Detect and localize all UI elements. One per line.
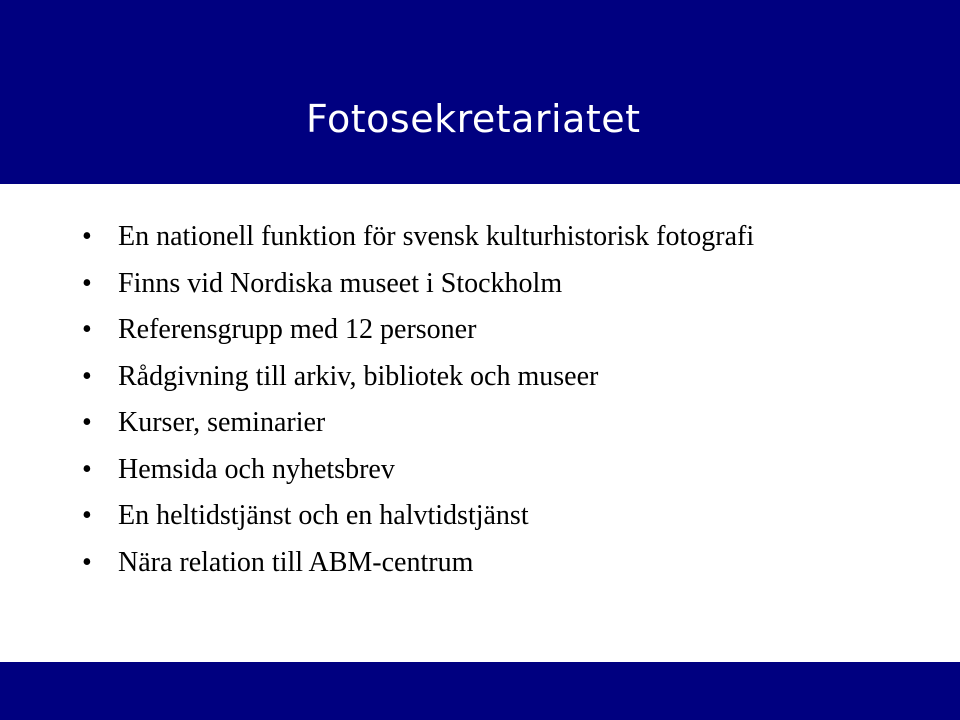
list-item (82, 261, 754, 308)
list-item (82, 400, 754, 447)
bullet-text: En nationell funktion för svensk kulturhistorisk fotografi (118, 221, 755, 252)
title-band (0, 0, 960, 184)
bullet-text: Finns vid Nordiska museet i Stockholm (118, 267, 563, 299)
list-item (82, 540, 754, 587)
bullet-icon: • (82, 407, 92, 438)
list-item (82, 447, 754, 494)
footer-band (0, 662, 960, 720)
bullet-text: Hemsida och nyhetsbrev (118, 453, 395, 485)
bullet-text: Nära relation till ABM-centrum (118, 546, 474, 578)
bullet-icon: • (82, 267, 92, 299)
bullet-icon: • (82, 360, 92, 392)
list-item (82, 354, 754, 401)
bullet-icon: • (82, 500, 92, 531)
bullet-text: Kurser, seminarier (118, 407, 326, 438)
bullet-icon: • (82, 314, 92, 345)
bullet-text: En heltidstjänst och en halvtidstjänst (118, 500, 529, 531)
list-item (82, 493, 754, 540)
bullet-icon: • (82, 453, 92, 485)
bullet-list (82, 214, 754, 586)
list-item (82, 307, 754, 354)
slide-title: Fotosekretariatet (306, 97, 641, 141)
bullet-icon: • (82, 221, 92, 252)
bullet-text: Rådgivning till arkiv, bibliotek och museer (118, 360, 599, 392)
bullet-icon: • (82, 546, 92, 578)
bullet-text: Referensgrupp med 12 personer (118, 314, 477, 345)
list-item (82, 214, 754, 261)
